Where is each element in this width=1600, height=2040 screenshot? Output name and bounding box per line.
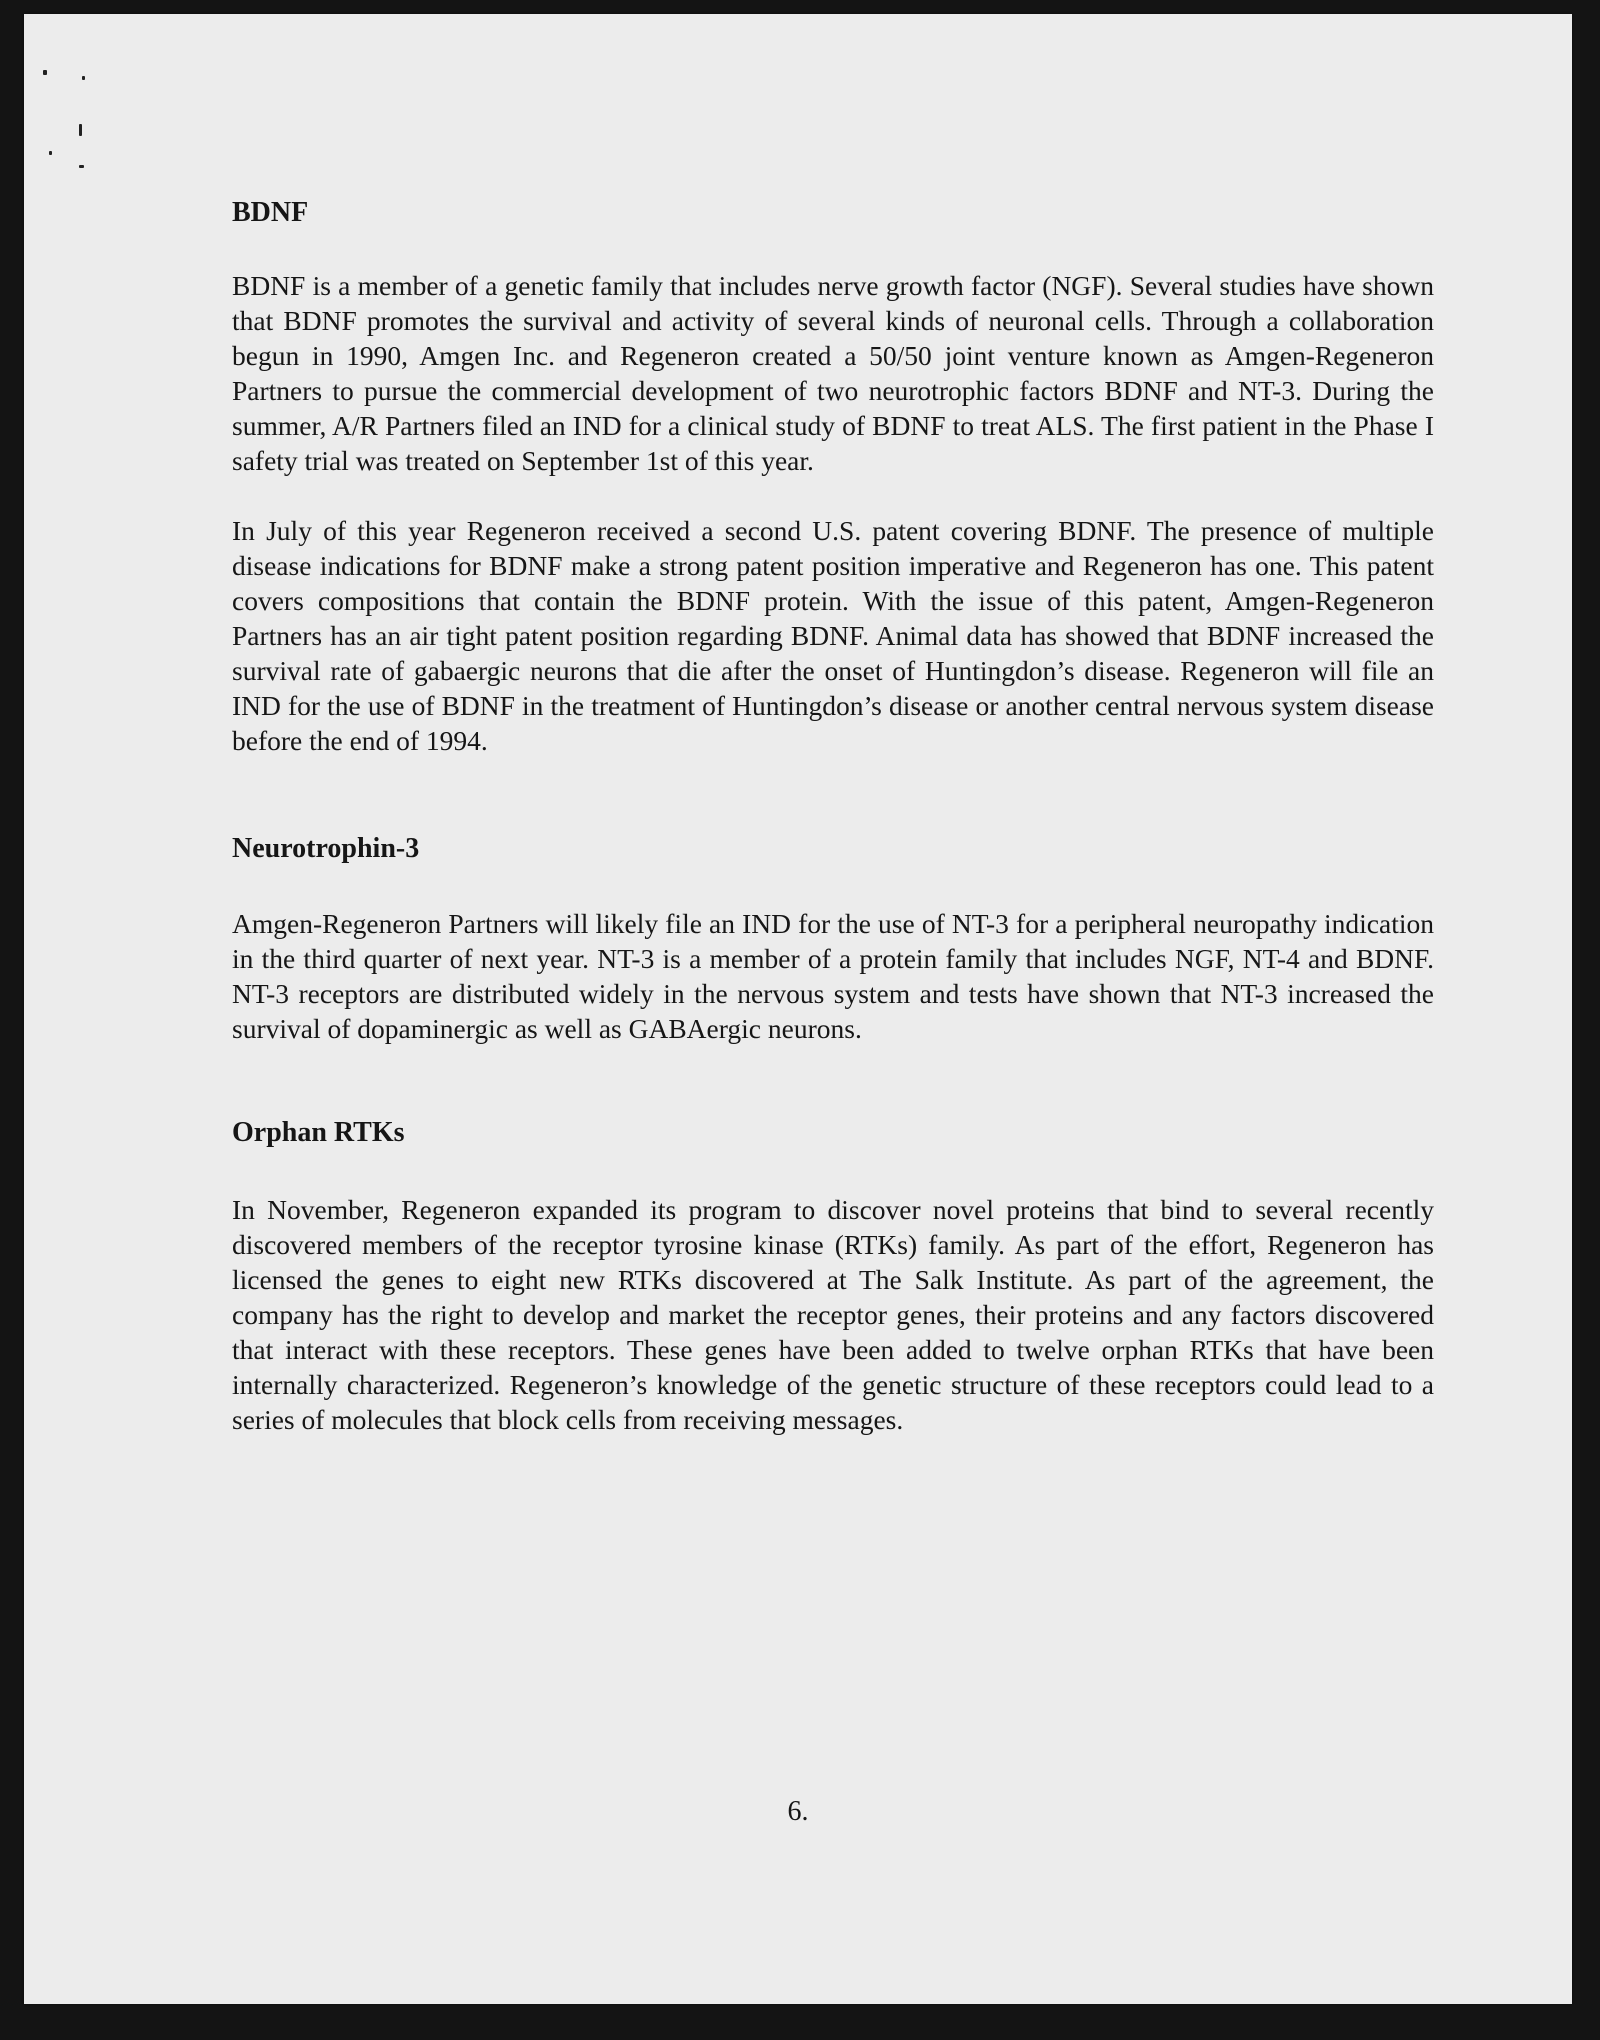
scan-mark [43, 70, 47, 75]
scan-mark [49, 151, 52, 155]
scan-mark [82, 76, 85, 80]
scan-mark [79, 124, 82, 136]
page-number: 6. [787, 1796, 809, 1827]
orphan-rtks-paragraph: In November, Regeneron expanded its program to discover novel proteins that bind to several recently discovered members of the receptor tyrosine kinase (RTKs) family. As part of the effort, Regeneron has licensed the genes to eight new RTKs discovered at The Salk Institute. As part of the agreement, the company has the right to develop and market the receptor genes, their proteins and any factors discovered that interact with these receptors. These genes have been added to twelve orphan RTKs that have been internally characterized. Regeneron’s knowledge of the genetic structure of these receptors could lead to a series of molecules that block cells from receiving messages. [232, 1194, 1434, 1435]
scan-mark [79, 165, 84, 168]
document-page [24, 14, 1572, 2004]
section-heading-orphan-rtks: Orphan RTKs [232, 1117, 405, 1148]
neurotrophin-3-paragraph: Amgen-Regeneron Partners will likely file an IND for the use of NT-3 for a peripheral neuropathy indication in the third quarter of next year. NT-3 is a member of a protein family that includes NGF, NT-4 and BDNF. NT-3 receptors are distributed widely in the nervous system and tests have shown that NT-3 increased the survival of dopaminergic as well as GABAergic neurons. [232, 908, 1434, 1044]
section-heading-bdnf: BDNF [232, 197, 309, 228]
bdnf-paragraph-2: In July of this year Regeneron received a second U.S. patent covering BDNF. The presence of multiple disease indications for BDNF make a strong patent position imperative and Regeneron has one. This patent covers compositions that contain the BDNF protein. With the issue of this patent, Amgen-Regeneron Partners has an air tight patent position regarding BDNF. Animal data has showed that BDNF increased the survival rate of gabaergic neurons that die after the onset of Huntingdon’s disease. Regeneron will file an IND for the use of BDNF in the treatment of Huntingdon’s disease or another central nervous system disease before the end of 1994. [232, 515, 1434, 756]
bdnf-paragraph-1: BDNF is a member of a genetic family that includes nerve growth factor (NGF). Several studies have shown that BDNF promotes the survival and activity of several kinds of neuronal cells. Through a collaboration begun in 1990, Amgen Inc. and Regeneron created a 50/50 joint venture known as Amgen-Regeneron Partners to pursue the commercial development of two neurotrophic factors BDNF and NT-3. During the summer, A/R Partners filed an IND for a clinical study of BDNF to treat ALS. The first patient in the Phase I safety trial was treated on September 1st of this year. [232, 270, 1434, 476]
document-body [232, 184, 1434, 1437]
section-heading-neurotrophin-3: Neurotrophin-3 [232, 833, 420, 864]
